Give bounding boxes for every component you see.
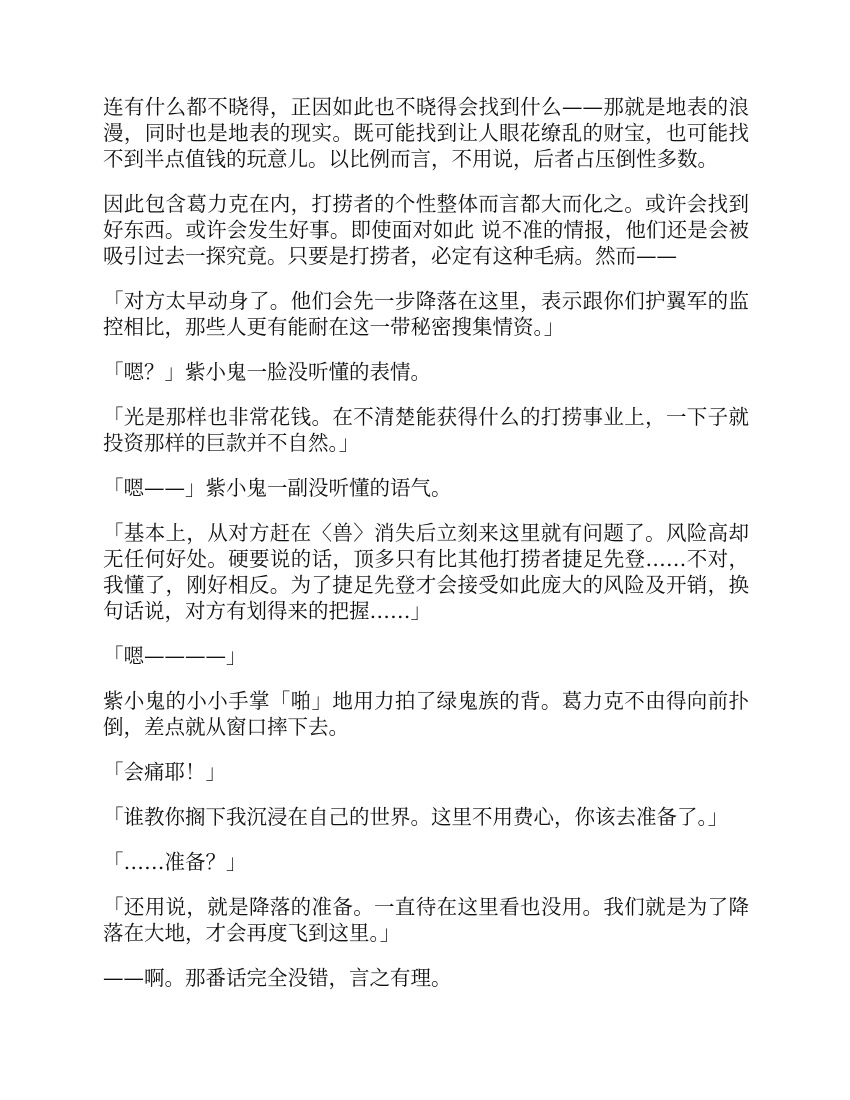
document-body (103, 94, 749, 1010)
paragraph-7: 「基本上，从对方赶在〈兽〉消失后立刻来这里就有问题了。风险高却无任何好处。硬要说的话，顶多只有比其他打捞者捷足先登……不对，我懂了，刚好相反。为了捷足先登才会接受如此庞大的风险及开销，换句话说，对方有划得来的把握……」 (103, 521, 749, 623)
paragraph-6: 「嗯——」紫小鬼一副没听懂的语气。 (103, 476, 452, 500)
paragraph-9: 紫小鬼的小小手掌「啪」地用力拍了绿鬼族的背。葛力克不由得向前扑倒，差点就从窗口摔下去。 (103, 689, 749, 739)
paragraph-13: 「还用说，就是降落的准备。一直待在这里看也没用。我们就是为了降落在大地，才会再度飞到这里。」 (103, 895, 749, 945)
paragraph-8: 「嗯————」 (103, 644, 247, 668)
paragraph-3: 「对方太早动身了。他们会先一步降落在这里，表示跟你们护翼军的监控相比，那些人更有能耐在这一带秘密搜集情资。」 (103, 289, 749, 339)
paragraph-2: 因此包含葛力克在内，打捞者的个性整体而言都大而化之。或许会找到好东西。或许会发生好事。即使面对如此 说不准的情报，他们还是会被吸引过去一探究竟。只要是打捞者，必定有这种毛病。然而—— (103, 192, 749, 268)
paragraph-14: ——啊。那番话完全没错，言之有理。 (103, 966, 452, 990)
paragraph-12: 「……准备？」 (103, 850, 247, 874)
paragraph-10: 「会痛耶！」 (103, 760, 226, 784)
paragraph-1: 连有什么都不晓得，正因如此也不晓得会找到什么——那就是地表的浪漫，同时也是地表的现实。既可能找到让人眼花缭乱的财宝，也可能找不到半点值钱的玩意儿。以比例而言，不用说，后者占压倒性多数。 (103, 95, 749, 171)
paragraph-5: 「光是那样也非常花钱。在不清楚能获得什么的打捞事业上，一下子就投资那样的巨款并不自然。」 (103, 405, 749, 455)
paragraph-11: 「谁教你搁下我沉浸在自己的世界。这里不用费心，你该去准备了。」 (103, 805, 729, 829)
paragraph-4: 「嗯？」紫小鬼一脸没听懂的表情。 (103, 360, 431, 384)
